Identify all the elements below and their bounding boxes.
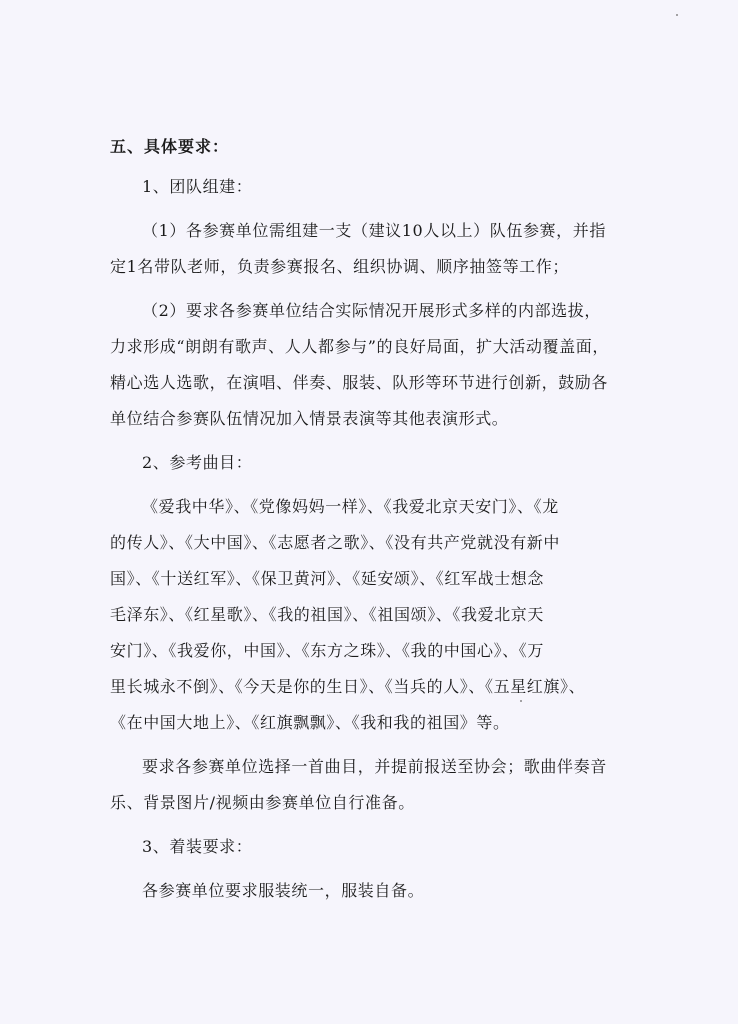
song-list-line: 的传人》、《大中国》、《志愿者之歌》、《没有共产党就没有新中 xyxy=(110,533,561,552)
paragraph-line: 定1名带队老师，负责参赛报名、组织协调、顺序抽签等工作； xyxy=(110,257,569,276)
song-list-line: 毛泽东》、《红星歌》、《我的祖国》、《祖国颂》、《我爱北京天 xyxy=(110,605,545,624)
paragraph-line: 乐、背景图片/视频由参赛单位自行准备。 xyxy=(110,793,415,812)
paragraph-line: 各参赛单位要求服装统一，服装自备。 xyxy=(142,881,425,900)
song-list-line: 《爱我中华》、《党像妈妈一样》、《我爱北京天安门》、《龙 xyxy=(142,497,559,516)
song-list-line: 里长城永不倒》、《今天是你的生日》、《当兵的人》、《五星红旗》、 xyxy=(110,677,586,696)
paragraph-line: 单位结合参赛队伍情况加入情景表演等其他表演形式。 xyxy=(110,409,509,428)
scan-speck xyxy=(676,14,678,16)
paragraph-line: 精心选人选歌，在演唱、伴奏、服装、队形等环节进行创新，鼓励各 xyxy=(110,373,609,392)
paragraph-line: （1）各参赛单位需组建一支（建议10人以上）队伍参赛，并指 xyxy=(142,221,606,240)
document-body xyxy=(110,129,630,909)
section-title: 五、具体要求： xyxy=(110,137,230,156)
paragraph-line: （2）要求各参赛单位结合实际情况开展形式多样的内部选拔， xyxy=(142,301,601,320)
song-list-line: 《在中国大地上》、《红旗飘飘》、《我和我的祖国》等。 xyxy=(110,713,510,732)
subsection-title-songs: 2、参考曲目： xyxy=(142,453,253,472)
subsection-title-dress: 3、着装要求： xyxy=(142,837,253,856)
subsection-title-team: 1、团队组建： xyxy=(142,177,253,196)
paragraph-line: 力求形成“朗朗有歌声、人人都参与”的良好局面，扩大活动覆盖面， xyxy=(110,337,609,356)
song-list-line: 安门》、《我爱你，中国》、《东方之珠》、《我的中国心》、《万 xyxy=(110,641,545,660)
song-list-line: 国》、《十送红军》、《保卫黄河》、《延安颂》、《红军战士想念 xyxy=(110,569,545,588)
paragraph-line: 要求各参赛单位选择一首曲目，并提前报送至协会；歌曲伴奏音 xyxy=(142,757,607,776)
